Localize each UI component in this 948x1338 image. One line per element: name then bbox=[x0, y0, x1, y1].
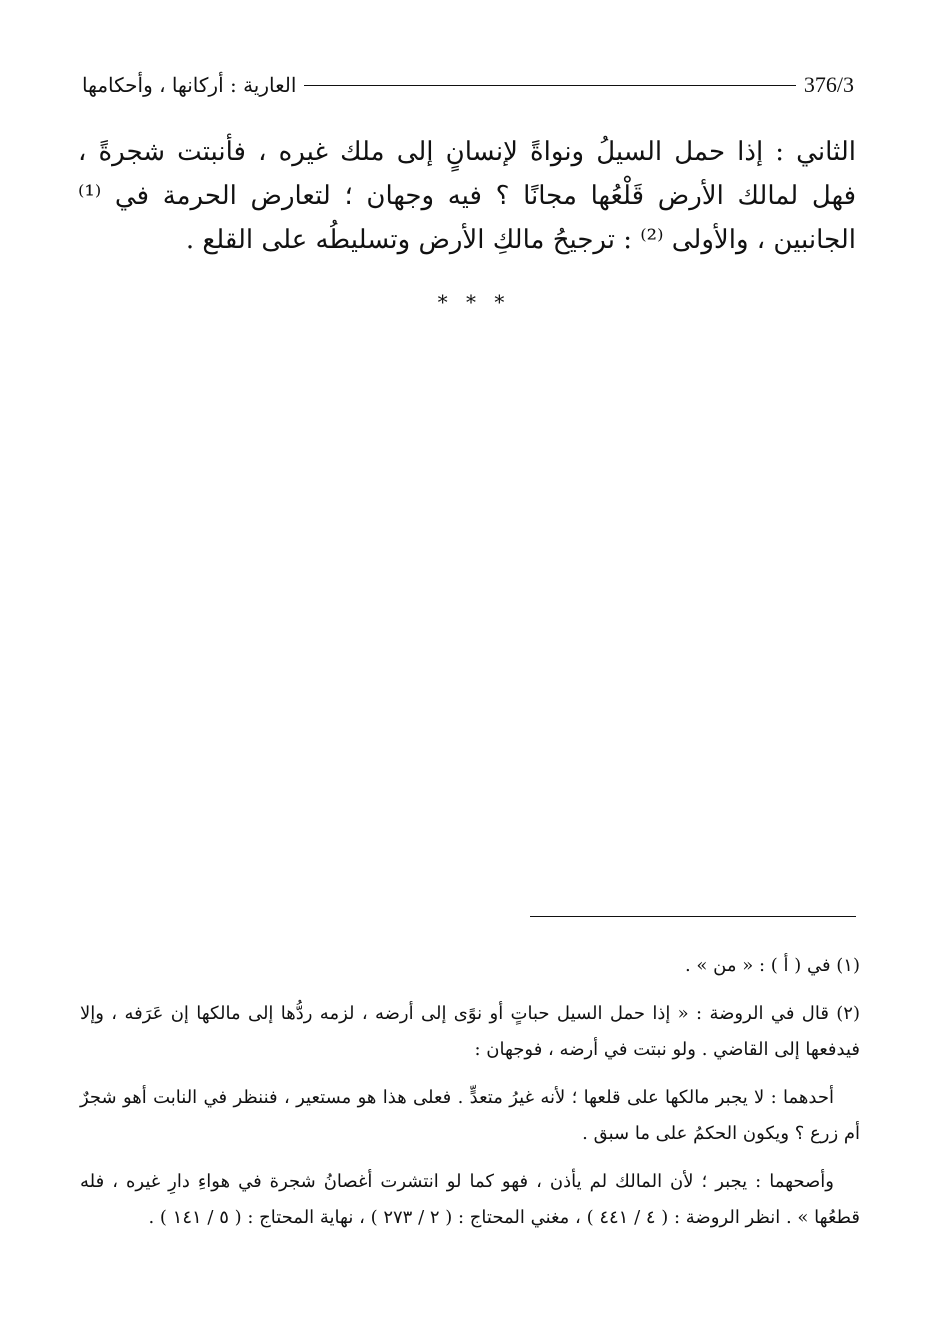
header-rule bbox=[304, 85, 795, 86]
main-paragraph: الثاني : إذا حمل السيلُ ونواةً لإنسانٍ إلى ملك غيره ، فأنبتت شجرةً ، فهل لمالك الأرض قَلْعُها مجانًا ؟ فيه وجهان ؛ لتعارض الحرمة في ⁽¹⁾ الجانبين ، والأولى ⁽²⁾ : ترجيحُ مالكِ الأرض وتسليطُه على القلع . bbox=[78, 137, 856, 255]
footnote-separator bbox=[530, 916, 856, 917]
running-header bbox=[82, 68, 854, 102]
footnote-2-part-2: أحدهما : لا يجبر مالكها على قلعها ؛ لأنه غيرُ متعدٍّ . فعلى هذا هو مستعير ، فننظر في النابت أهو شجرٌ أم زرع ؟ ويكون الحكمُ على ما سبق . bbox=[80, 1087, 860, 1144]
footnote-2: (٢) قال في الروضة : « إذا حمل السيل حباتٍ أو نوًى إلى أرضه ، لزمه ردُّها إلى مالكها إن عَرَفه ، وإلا فيدفعها إلى القاضي . ولو نبتت في أرضه ، فوجهان : bbox=[80, 1003, 860, 1060]
footnote-2-part-3: وأصحهما : يجبر ؛ لأن المالك لم يأذن ، فهو كما لو انتشرت أغصانُ شجرة في هواءِ دارِ غيره ، فله قطعُها » . انظر الروضة : ( ٤ / ٤٤١ ) ، مغني المحتاج : ( ٢ / ٢٧٣ ) ، نهاية المحتاج : ( ٥ / ١٤١ ) . bbox=[80, 1171, 860, 1228]
page-number: 376/3 bbox=[803, 72, 854, 97]
footnotes bbox=[80, 948, 860, 1248]
section-title: العارية : أركانها ، وأحكامها bbox=[82, 73, 297, 97]
section-ornament: * * * bbox=[437, 290, 511, 314]
footnote-1: (١) في ( أ ) : « من » . bbox=[684, 955, 860, 976]
